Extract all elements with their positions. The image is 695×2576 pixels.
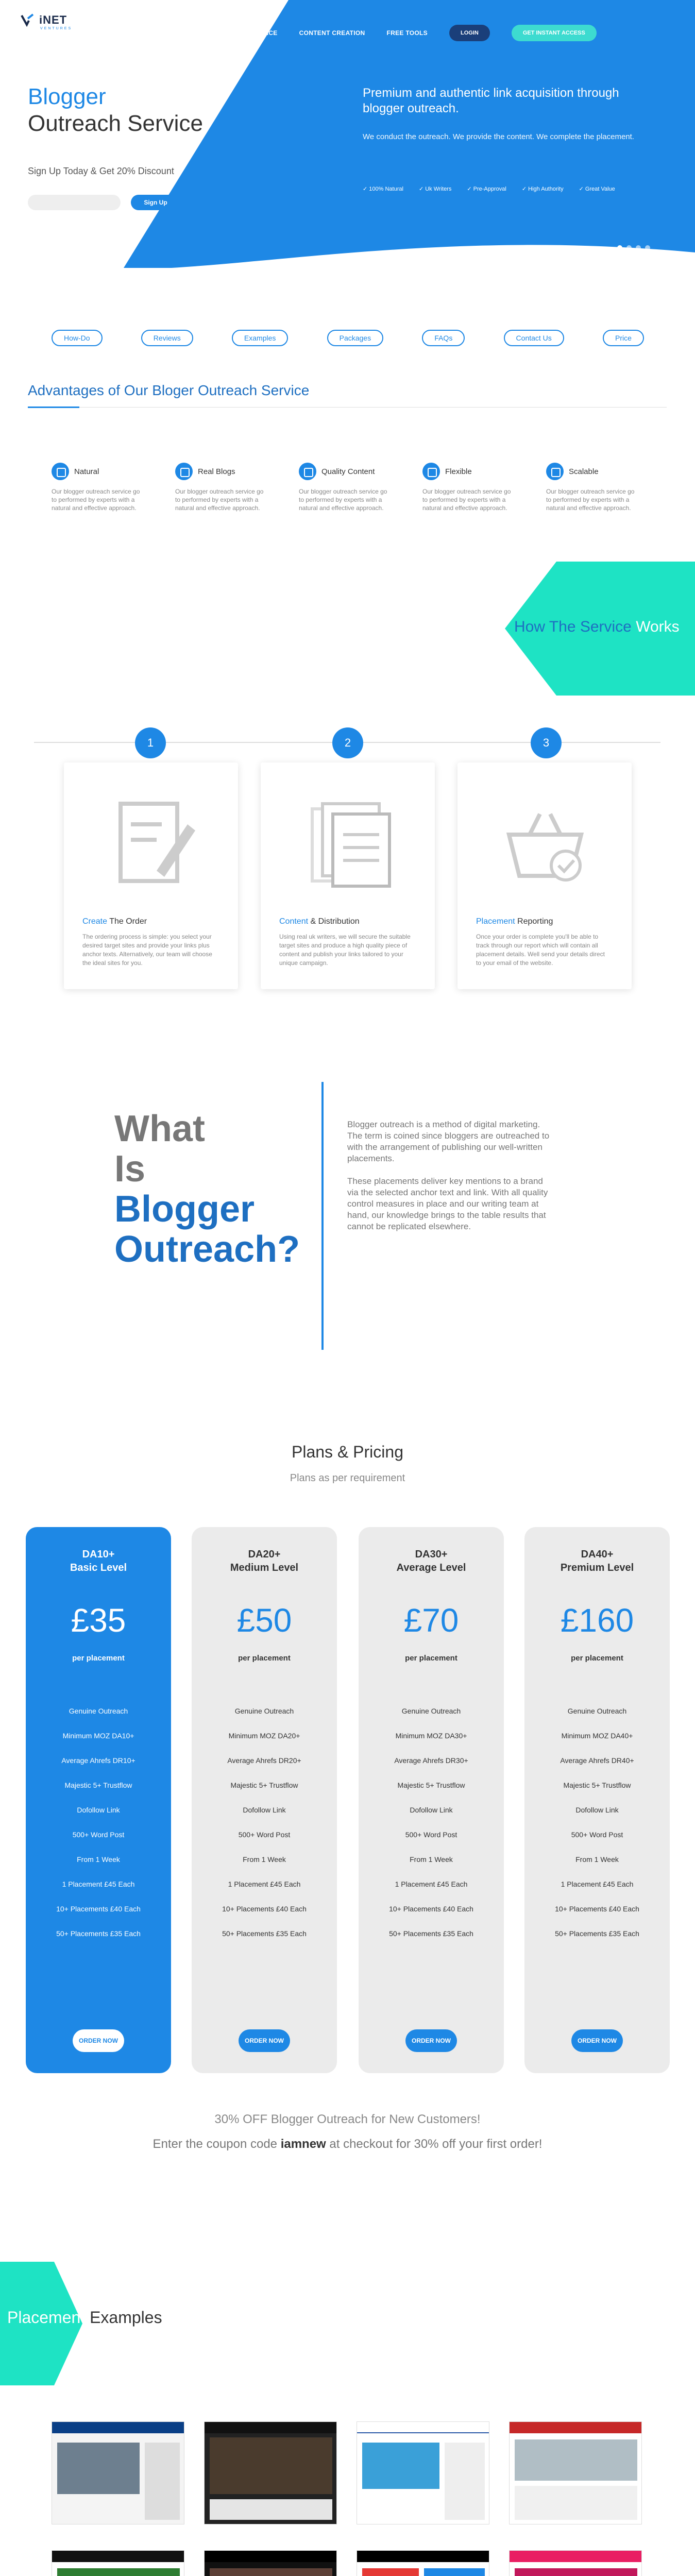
plan-per: per placement <box>72 1654 125 1663</box>
plan-price: £35 <box>71 1602 126 1639</box>
plan-card-average <box>359 1527 504 2073</box>
what-is-heading <box>114 1109 300 1269</box>
blog-icon <box>175 463 193 480</box>
pencil-icon <box>422 463 440 480</box>
slider-dot[interactable] <box>626 245 632 250</box>
step-card-create-order <box>64 762 238 989</box>
plan-feature: Dofollow Link <box>77 1806 120 1814</box>
plan-feature: 50+ Placements £35 Each <box>389 1929 473 1938</box>
pill-packages[interactable]: Packages <box>327 330 383 346</box>
plan-feature: 500+ Word Post <box>72 1831 125 1839</box>
logo-subtext: VENTURES <box>40 27 73 30</box>
plan-feature: 500+ Word Post <box>238 1831 291 1839</box>
step-title-b: The Order <box>107 917 147 926</box>
step-title-a: Placement <box>476 917 515 926</box>
examples-title-b: Examples <box>85 2308 162 2327</box>
hero-right-title: Premium and authentic link acquisition through blogger outreach. <box>363 86 619 115</box>
pill-price[interactable]: Price <box>603 330 644 346</box>
nav-free-tools[interactable]: FREE TOOLS <box>386 29 428 37</box>
step-title-b: Reporting <box>515 917 553 926</box>
document-icon <box>299 463 316 480</box>
plan-level-name: Average Level <box>396 1562 466 1573</box>
plan-feature: Minimum MOZ DA30+ <box>395 1732 467 1740</box>
plan-feature: Genuine Outreach <box>234 1707 294 1715</box>
what-word: Outreach? <box>114 1229 300 1270</box>
hero-title-line1: Blogger <box>28 84 106 109</box>
slider-dot[interactable] <box>636 245 641 250</box>
plan-per: per placement <box>405 1654 457 1663</box>
step-number: 2 <box>332 727 363 758</box>
advantage-label: Real Blogs <box>198 467 235 476</box>
discount-coupon-text <box>0 2137 695 2151</box>
plan-feature: Dofollow Link <box>575 1806 619 1814</box>
plans-title: Plans & Pricing <box>292 1443 403 1461</box>
what-word: What <box>114 1108 205 1149</box>
step-desc: Once your order is complete you'll be able to track through our report which will contain all placement details. Well send your details direct to your email of the website. <box>476 933 605 967</box>
hero-title <box>28 83 203 137</box>
advantage-label: Natural <box>74 467 99 476</box>
plan-da: DA30+ <box>415 1549 448 1560</box>
plan-features <box>359 1699 504 1946</box>
order-now-button[interactable]: ORDER NOW <box>73 2029 124 2052</box>
coupon-text-a: Enter the coupon code <box>152 2137 281 2151</box>
plan-feature: Genuine Outreach <box>401 1707 461 1715</box>
advantage-scalable <box>546 463 639 512</box>
pill-how-do[interactable]: How-Do <box>52 330 103 346</box>
plan-feature: 10+ Placements £40 Each <box>56 1905 141 1913</box>
plan-feature: Average Ahrefs DR30+ <box>394 1756 468 1765</box>
plan-feature: Average Ahrefs DR10+ <box>61 1756 135 1765</box>
discount-headline: 30% OFF Blogger Outreach for New Customers! <box>214 2112 481 2126</box>
what-paragraph: Blogger outreach is a method of digital marketing. The term is coined since bloggers are outreached to with the arrangement of publishing our well-written placements. <box>347 1120 550 1163</box>
email-input[interactable] <box>28 195 121 210</box>
pill-contact[interactable]: Contact Us <box>504 330 564 346</box>
step-title-b: & Distribution <box>308 917 360 926</box>
how-title <box>514 618 680 636</box>
logo-mark-icon <box>21 13 36 27</box>
nav-content-creation[interactable]: CONTENT CREATION <box>299 29 365 37</box>
example-thumbnail[interactable] <box>52 2421 184 2524</box>
what-paragraph: These placements deliver key mentions to a brand via the selected anchor text and link. With all quality control measures in place and our writing team at hand, our knowledge brings to the table results that cannot be replicated elsewhere. <box>347 1176 548 1231</box>
plan-price: £50 <box>236 1602 292 1639</box>
login-button[interactable]: LOGIN <box>449 25 490 41</box>
hero-features <box>363 185 615 192</box>
plan-level-name: Basic Level <box>70 1562 127 1573</box>
hero-title-line2: Outreach Service <box>28 111 203 136</box>
plan-da: DA40+ <box>581 1549 614 1560</box>
advantage-desc: Our blogger outreach service go to performed by experts with a natural and effective approach. <box>52 488 140 512</box>
plan-feature: 10+ Placements £40 Each <box>389 1905 473 1913</box>
example-thumbnail[interactable] <box>204 2421 337 2524</box>
what-is-text <box>347 1119 553 1244</box>
plan-feature: From 1 Week <box>410 1855 453 1863</box>
hero-slider-dots <box>617 245 650 250</box>
advantage-label: Flexible <box>445 467 472 476</box>
plan-features <box>192 1699 337 1946</box>
feature-item: ✓ Pre-Approval <box>467 185 506 192</box>
step-card-content <box>261 762 435 989</box>
main-nav <box>211 25 597 41</box>
plan-feature: Genuine Outreach <box>567 1707 627 1715</box>
plan-feature: Dofollow Link <box>243 1806 286 1814</box>
feature-item: ✓ Great Value <box>579 185 615 192</box>
plan-features <box>524 1699 670 1946</box>
logo-text: iNET <box>39 13 67 26</box>
section-pill-nav <box>52 330 644 346</box>
plan-level-name: Medium Level <box>230 1562 299 1573</box>
examples-title <box>7 2308 162 2327</box>
order-form-illustration <box>100 793 203 896</box>
advantage-real-blogs <box>175 463 268 512</box>
step-title <box>476 917 553 926</box>
plan-price: £160 <box>560 1602 634 1639</box>
advantage-label: Quality Content <box>321 467 375 476</box>
step-number: 1 <box>135 727 166 758</box>
plan-feature: 50+ Placements £35 Each <box>56 1929 141 1938</box>
hero-signup-text: Sign Up Today & Get 20% Discount <box>28 166 174 176</box>
plan-card-premium <box>524 1527 670 2073</box>
order-now-button[interactable]: ORDER NOW <box>571 2029 623 2052</box>
step-desc: The ordering process is simple: you select your desired target sites and provide your links plus anchor texts. Alternatively, our team will choose the ideal sites for you. <box>82 933 212 967</box>
pill-reviews[interactable]: Reviews <box>141 330 193 346</box>
nav-outreach-service[interactable]: OUTREACH SERVICE <box>211 29 278 37</box>
logo[interactable] <box>21 13 67 27</box>
order-now-button[interactable]: ORDER NOW <box>239 2029 290 2052</box>
plan-da: DA20+ <box>248 1549 281 1560</box>
advantage-desc: Our blogger outreach service go to performed by experts with a natural and effective approach. <box>546 488 635 512</box>
coupon-code: iamnew <box>280 2137 326 2151</box>
plan-feature: 1 Placement £45 Each <box>395 1880 468 1888</box>
order-now-button[interactable]: ORDER NOW <box>405 2029 457 2052</box>
divider-accent <box>28 406 79 408</box>
advantage-natural <box>52 463 144 512</box>
get-instant-access-button[interactable]: GET INSTANT ACCESS <box>512 25 597 41</box>
hero-right-para: We conduct the outreach. We provide the content. We complete the placement. <box>363 132 634 141</box>
plan-level <box>359 1548 504 1574</box>
basket-check-illustration <box>494 793 597 896</box>
step-card-placement <box>457 762 632 989</box>
feature-item: ✓ 100% Natural <box>363 185 403 192</box>
example-thumbnail[interactable] <box>204 2550 337 2576</box>
plan-price: £70 <box>403 1602 459 1639</box>
feature-item: ✓ High Authority <box>522 185 564 192</box>
plan-feature: Majestic 5+ Trustflow <box>64 1781 132 1789</box>
slider-dot[interactable] <box>645 245 650 250</box>
plans-subtitle: Plans as per requirement <box>290 1472 405 1484</box>
plan-feature: Minimum MOZ DA20+ <box>228 1732 300 1740</box>
hero-right <box>363 86 651 142</box>
advantage-desc: Our blogger outreach service go to performed by experts with a natural and effective approach. <box>299 488 387 512</box>
vertical-divider <box>321 1082 324 1350</box>
content-documents-illustration <box>297 793 400 896</box>
advantage-quality-content <box>299 463 392 512</box>
advantage-label: Scalable <box>569 467 599 476</box>
pill-examples[interactable]: Examples <box>232 330 288 346</box>
plan-level <box>26 1548 171 1574</box>
plan-features <box>26 1699 171 1946</box>
how-title-a: How The Service <box>514 618 636 635</box>
step-number: 3 <box>531 727 562 758</box>
advantage-desc: Our blogger outreach service go to performed by experts with a natural and effective approach. <box>175 488 264 512</box>
advantages-title: Advantages of Our Bloger Outreach Service <box>28 382 310 398</box>
examples-title-a: Placement <box>7 2308 86 2327</box>
example-thumbnail[interactable] <box>509 2421 642 2524</box>
plan-card-medium <box>192 1527 337 2073</box>
plan-feature: From 1 Week <box>243 1855 286 1863</box>
plan-feature: 500+ Word Post <box>405 1831 457 1839</box>
how-title-b: Works <box>636 618 680 635</box>
divider <box>28 407 667 408</box>
plan-feature: 50+ Placements £35 Each <box>555 1929 639 1938</box>
plan-feature: Genuine Outreach <box>69 1707 128 1715</box>
sign-up-button[interactable]: Sign Up <box>131 195 180 210</box>
plan-feature: Minimum MOZ DA40+ <box>561 1732 633 1740</box>
plan-per: per placement <box>238 1654 291 1663</box>
step-title <box>82 917 147 926</box>
coupon-text-c: at checkout for 30% off your first order! <box>326 2137 543 2151</box>
plan-feature: 500+ Word Post <box>571 1831 623 1839</box>
plan-feature: 1 Placement £45 Each <box>561 1880 634 1888</box>
plan-feature: Minimum MOZ DA10+ <box>62 1732 134 1740</box>
step-title-a: Content <box>279 917 309 926</box>
step-title <box>279 917 360 926</box>
what-word: Blogger <box>114 1189 255 1230</box>
what-word: Is <box>114 1148 146 1190</box>
plan-feature: Average Ahrefs DR20+ <box>227 1756 301 1765</box>
plan-level <box>524 1548 670 1574</box>
leaf-icon <box>52 463 69 480</box>
slider-dot[interactable] <box>617 245 622 250</box>
plan-feature: 10+ Placements £40 Each <box>222 1905 307 1913</box>
plan-level <box>192 1548 337 1574</box>
example-thumbnail[interactable] <box>357 2421 489 2524</box>
example-thumbnail[interactable] <box>509 2550 642 2576</box>
plan-level-name: Premium Level <box>560 1562 634 1573</box>
plan-feature: Majestic 5+ Trustflow <box>230 1781 298 1789</box>
plan-feature: 1 Placement £45 Each <box>62 1880 135 1888</box>
step-title-a: Create <box>82 917 108 926</box>
advantage-desc: Our blogger outreach service go to performed by experts with a natural and effective approach. <box>422 488 511 512</box>
advantage-flexible <box>422 463 515 512</box>
hero-wave <box>0 227 695 268</box>
plan-feature: 10+ Placements £40 Each <box>555 1905 639 1913</box>
feature-item: ✓ Uk Writers <box>419 185 451 192</box>
plan-feature: From 1 Week <box>575 1855 619 1863</box>
step-desc: Using real uk writers, we will secure the suitable target sites and produce a high quality piece of content and publish your links tailored to your unique campaign. <box>279 933 411 967</box>
plan-feature: Majestic 5+ Trustflow <box>397 1781 465 1789</box>
example-thumbnail[interactable] <box>357 2550 489 2576</box>
plan-feature: 1 Placement £45 Each <box>228 1880 301 1888</box>
plan-per: per placement <box>571 1654 623 1663</box>
plan-feature: Dofollow Link <box>410 1806 453 1814</box>
plan-card-basic <box>26 1527 171 2073</box>
scale-icon <box>546 463 564 480</box>
plan-feature: Average Ahrefs DR40+ <box>560 1756 634 1765</box>
example-thumbnail[interactable] <box>52 2550 184 2576</box>
plan-feature: 50+ Placements £35 Each <box>222 1929 307 1938</box>
plan-feature: Majestic 5+ Trustflow <box>563 1781 631 1789</box>
pill-faqs[interactable]: FAQs <box>422 330 465 346</box>
plan-da: DA10+ <box>82 1549 115 1560</box>
plan-feature: From 1 Week <box>77 1855 120 1863</box>
